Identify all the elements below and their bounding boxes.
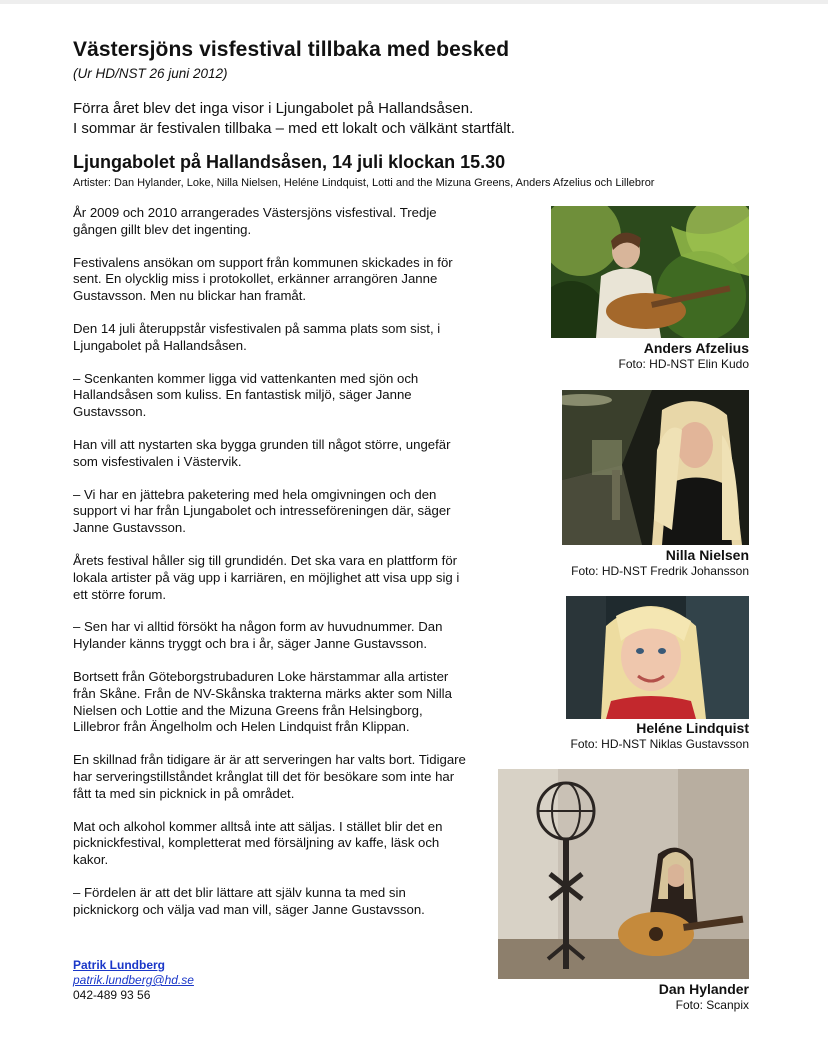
paragraph: Bortsett från Göteborgstrubaduren Loke härstammar alla artister från Skåne. Från de NV-Skånska trakterna märks akter som Nilla Nielsen och Lottie and the Mizuna Greens från Helsingborg, Lillebror från Ängelholm och Helen Lindquist från Klippan. — [73, 668, 452, 735]
photo-credit: Foto: HD-NST Elin Kudo — [618, 357, 749, 371]
article-body — [73, 205, 473, 935]
paragraph: Den 14 juli återuppstår visfestivalen på samma plats som sist, i Ljungabolet på Hallandsåsen. — [73, 320, 441, 353]
article-source: (Ur HD/NST 26 juni 2012) — [73, 66, 228, 81]
paragraph: – Vi har en jättebra paketering med hela omgivningen och den support vi har från Ljungabolet och intresseföreningen där, säger Janne Gustavsson. — [73, 486, 451, 536]
intro-line: Förra året blev det inga visor i Ljungabolet på Hallandsåsen. — [73, 100, 474, 117]
byline — [73, 958, 194, 1003]
photo-credit: Foto: HD-NST Fredrik Johansson — [571, 564, 749, 578]
paragraph: Mat och alkohol kommer alltså inte att säljas. I stället blir det en picknickfestival, kompletterat med försäljning av kaffe, läsk och kakor. — [73, 818, 443, 868]
photo-anders-afzelius — [551, 206, 749, 338]
photo-credit: Foto: HD-NST Niklas Gustavsson — [570, 737, 749, 751]
photo-credit: Foto: Scanpix — [675, 998, 749, 1012]
paragraph: – Scenkanten kommer ligga vid vattenkanten med sjön och Hallandsåsen som kuliss. En fantastisk miljö, säger Janne Gustavsson. — [73, 370, 419, 420]
author-email-link[interactable]: patrik.lundberg@hd.se — [73, 973, 194, 987]
photo-caption-name: Dan Hylander — [658, 981, 749, 997]
author-link[interactable]: Patrik Lundberg — [73, 958, 166, 972]
artist-list: Artister: Dan Hylander, Loke, Nilla Nielsen, Heléne Lindquist, Lotti and the Mizuna Greens, Anders Afzelius och Lillebror — [73, 177, 655, 189]
paragraph: Han vill att nystarten ska bygga grunden till något större, ungefär som visfestivalen i Västervik. — [73, 436, 451, 469]
event-heading: Ljungabolet på Hallandsåsen, 14 juli klockan 15.30 — [73, 152, 506, 172]
paragraph: – Sen har vi alltid försökt ha någon form av huvudnummer. Dan Hylander känns tryggt och bra i år, säger Janne Gustavsson. — [73, 619, 443, 652]
paragraph: Festivalens ansökan om support från kommunen skickades in för sent. En olycklig miss i protokollet, erkänner arrangören Janne Gustavsson. Men nu blickar han framåt. — [73, 254, 453, 304]
top-divider — [0, 0, 828, 4]
photo-dan-hylander — [498, 769, 749, 979]
photo-nilla-nielsen — [562, 390, 749, 545]
intro — [73, 99, 773, 139]
article-title: Västersjöns visfestival tillbaka med besked — [73, 38, 510, 61]
photo-caption-name: Anders Afzelius — [643, 340, 749, 356]
paragraph: År 2009 och 2010 arrangerades Västersjöns visfestival. Tredje gången gillt blev det ingenting. — [73, 205, 437, 237]
photo-caption-name: Nilla Nielsen — [665, 547, 749, 563]
paragraph: – Fördelen är att det blir lättare att själv kunna ta med sin picknickorg och välja vad man vill, säger Janne Gustavsson. — [73, 884, 425, 917]
paragraph: En skillnad från tidigare är är att serveringen har valts bort. Tidigare har serveringstillståndet krånglat till det för besökare som inte har fått ta med sin picknick in på området. — [73, 752, 466, 801]
photo-helene-lindquist — [566, 596, 749, 719]
photo-caption-name: Heléne Lindquist — [636, 720, 749, 736]
paragraph: Årets festival håller sig till grundidén. Det ska vara en plattform för lokala artister på väg upp i karriären, en möjlighet att visa upp sig i ett större forum. — [73, 552, 460, 602]
intro-line: I sommar är festivalen tillbaka – med ett lokalt och välkänt startfält. — [73, 120, 515, 137]
author-phone: 042-489 93 56 — [73, 988, 151, 1002]
